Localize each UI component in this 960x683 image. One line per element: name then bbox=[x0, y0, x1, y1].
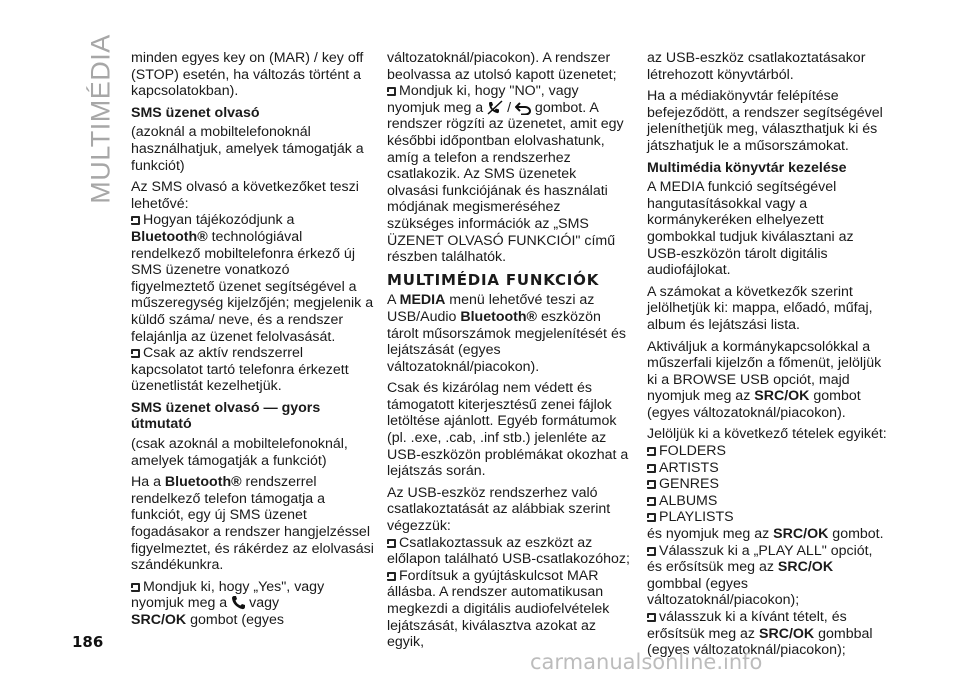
paragraph: Jelöljük ki a következő tételek egyikét: bbox=[647, 426, 887, 443]
bullet-icon bbox=[647, 613, 656, 622]
bullet-icon bbox=[387, 572, 396, 581]
paragraph: Az SMS olvasó a következőket teszi lehetővé: bbox=[131, 179, 359, 212]
bullet-icon bbox=[387, 87, 396, 96]
paragraph: A MEDIA funkció segítségével hangutasításokkal vagy a kormánykeréken elhelyezett gombokkal tudjuk kiválasztani az USB-eszközön tárolt digitális audiofájlokat. bbox=[647, 179, 854, 279]
bullet-icon bbox=[647, 464, 656, 473]
watermark: carmanualsonline.info bbox=[530, 650, 763, 674]
list-item: ARTISTS bbox=[647, 460, 891, 477]
paragraph: Az USB-eszköz rendszerhez való csatlakoztatását az alábbiak szerint végezzük: bbox=[387, 484, 611, 535]
section-heading: SMS üzenet olvasó bbox=[131, 104, 260, 121]
bullet-icon bbox=[131, 583, 140, 592]
paragraph: A MEDIA menü lehetővé teszi az USB/Audio Bluetooth® eszközön tárolt műsorszámok megjelenítését és lejátszását (egyes változatoknál/piacokon). bbox=[387, 292, 626, 375]
paragraph: minden egyes key on (MAR) / key off (STOP) esetén, ha változás történt a kapcsolatokban). bbox=[131, 50, 364, 100]
section-label: MULTIMÉDIA bbox=[85, 34, 116, 204]
paragraph: (csak azoknál a mobiltelefonoknál, amelyek támogatják a funkciót) bbox=[131, 436, 348, 469]
paragraph: Csak és kizárólag nem védett és támogatott kiterjesztésű zenei fájlok letöltése ajánlott. Egyéb formátumok (pl. .exe, .cab, .inf stb.) jelenléte az USB-eszközön problémákat okozhat a lejátszás során. bbox=[387, 380, 629, 480]
list-item: ALBUMS bbox=[647, 493, 891, 510]
column-2 bbox=[387, 50, 631, 656]
paragraph: (azoknál a mobiltelefonoknál használhatjuk, amelyek támogatják a funkciót) bbox=[131, 124, 364, 174]
bullet-icon bbox=[387, 539, 396, 548]
back-arrow-icon bbox=[515, 102, 531, 115]
bullet-item: Csak az aktív rendszerrel kapcsolatot tartó telefonra érkezett üzenetlistát kezelhetjük. bbox=[131, 345, 349, 395]
column-1 bbox=[131, 50, 375, 634]
paragraph: Aktiváljuk a kormánykapcsolókkal a műszerfali kijelzőn a főmenüt, jelöljük ki a BROWSE USB opciót, majd nyomjuk meg az SRC/OK gombot (egyes változatoknál/piacokon). bbox=[647, 338, 882, 421]
bullet-item: Válasszuk ki a „PLAY ALL" opciót, és erősítsük meg az SRC/OK gombbal (egyes változatoknál/piacokon); bbox=[647, 542, 873, 609]
bullet-item: Mondjuk ki, hogy „Yes", vagy nyomjuk meg a vagy SRC/OK gombot (egyes bbox=[131, 578, 325, 628]
section-heading: SMS üzenet olvasó — gyors útmutató bbox=[131, 399, 321, 433]
bullet-item: Mondjuk ki, hogy "NO", vagy nyomjuk meg a / gombot. A rendszer rögzíti az üzenetet, amit egy későbbi időpontban elolvashatunk, amíg a telefon a rendszerhez csatlakozik. Az SMS üzenetek olvasási funkciójának és használati módjának megismeréséhez szükséges információk az „SMS ÜZENET OLVASÓ FUNKCIÓI" című részben találhatók. bbox=[387, 83, 624, 266]
bullet-item: Fordítsuk a gyújtáskulcsot MAR állásba. A rendszer automatikusan megkezdi a digitális audiofelvételek lejátszását, kiválasztva azokat az egyik, bbox=[387, 567, 610, 651]
bullet-icon bbox=[647, 513, 656, 522]
paragraph: változatoknál/piacokon). A rendszer beolvassa az utolsó kapott üzenetet; bbox=[387, 50, 617, 83]
paragraph: Ha a médiakönyvtár felépítése befejeződött, a rendszer segítségével jeleníthetjük meg, választhatjuk ki és játszhatjuk le a műsorszámokat. bbox=[647, 88, 883, 154]
bullet-icon bbox=[647, 497, 656, 506]
phone-icon bbox=[231, 595, 245, 610]
column-3 bbox=[647, 50, 891, 664]
bullet-item: Hogyan tájékozódjunk a Bluetooth® technológiával rendelkező mobiltelefonra érkező új SMS üzenetre vonatkozó figyelmeztető üzenet segítségével a műszeregység kijelzőjén; megjelenik a küldő száma/ neve, és a rendszer felajánlja az üzenet felolvasását. bbox=[131, 212, 374, 345]
page-number: 186 bbox=[72, 633, 104, 651]
list-item: PLAYLISTS bbox=[647, 509, 891, 526]
paragraph: és nyomjuk meg az SRC/OK gombot. bbox=[647, 526, 884, 543]
paragraph: A számokat a következők szerint jelölhetjük ki: mappa, előadó, műfaj, album és lejátszási lista. bbox=[647, 283, 873, 333]
bullet-icon bbox=[647, 480, 656, 489]
list-item: GENRES bbox=[647, 476, 891, 493]
section-heading: Multimédia könyvtár kezelése bbox=[647, 159, 847, 176]
section-side-tab bbox=[84, 34, 118, 204]
list-item: FOLDERS bbox=[647, 443, 891, 460]
bullet-item: Csatlakoztassuk az eszközt az előlapon található USB-csatlakozóhoz; bbox=[387, 534, 630, 568]
bullet-icon bbox=[647, 547, 656, 556]
bullet-icon bbox=[131, 349, 140, 358]
bullet-item: válasszuk ki a kívánt tételt, és erősítsük meg az SRC/OK gombbal (egyes változatoknál/piacokon); bbox=[647, 609, 873, 659]
section-heading: MULTIMÉDIA FUNKCIÓK bbox=[387, 270, 600, 289]
paragraph: Ha a Bluetooth® rendszerrel rendelkező telefon támogatja a funkciót, egy új SMS üzenet fogadásakor a rendszer hangjelzéssel figyelmeztet, és rákérdez az elolvasási szándékunkra. bbox=[131, 474, 374, 574]
paragraph: az USB-eszköz csatlakoztatásakor létrehozott könyvtárból. bbox=[647, 50, 866, 83]
hang-up-phone-icon bbox=[487, 100, 503, 115]
bullet-icon bbox=[647, 447, 656, 456]
bullet-icon bbox=[131, 216, 140, 225]
